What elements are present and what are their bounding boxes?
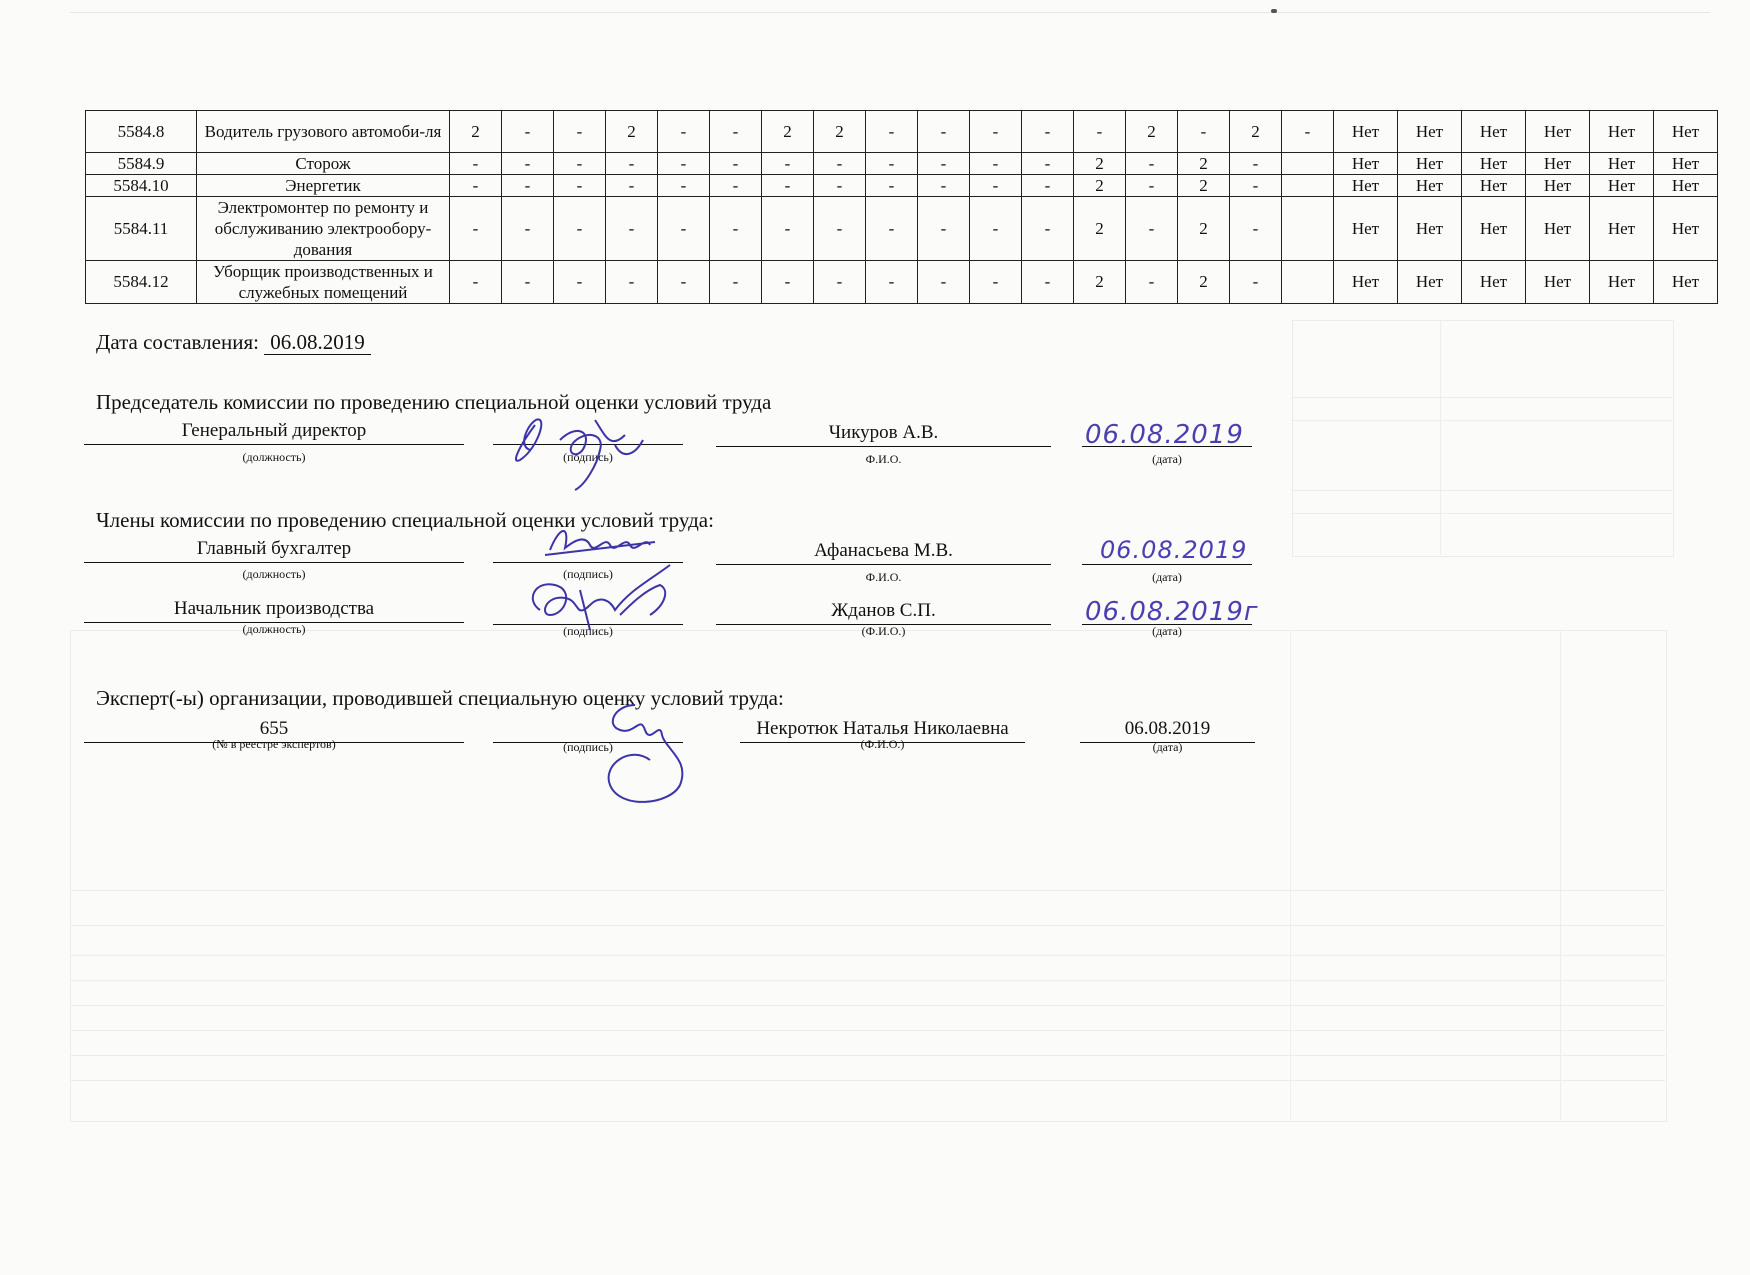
cell: - xyxy=(1230,261,1282,304)
cell: - xyxy=(710,175,762,197)
cell: 2 xyxy=(450,111,502,153)
cell: - xyxy=(658,111,710,153)
cell: Нет xyxy=(1462,111,1526,153)
expert-signature-scribble xyxy=(590,690,700,810)
cell: 2 xyxy=(1178,261,1230,304)
cell: Нет xyxy=(1334,261,1398,304)
cell: - xyxy=(1022,153,1074,175)
table-row xyxy=(86,111,1718,153)
compiled-date-line xyxy=(96,330,371,355)
expert-heading: Эксперт(-ы) организации, проводившей специальную оценку условий труда: xyxy=(96,686,784,710)
cell: Нет xyxy=(1398,175,1462,197)
cell: 2 xyxy=(1074,197,1126,261)
cell: 2 xyxy=(1074,153,1126,175)
caption-position: (должность) xyxy=(242,567,306,581)
table-row xyxy=(86,175,1718,197)
cell: - xyxy=(554,153,606,175)
cell: Нет xyxy=(1654,261,1718,304)
cell: Нет xyxy=(1334,111,1398,153)
expert-registry-number: 655 xyxy=(84,716,464,743)
members-heading: Члены комиссии по проведению специальной оценки условий труда: xyxy=(96,508,714,532)
cell: - xyxy=(866,261,918,304)
cell: - xyxy=(970,175,1022,197)
cell: - xyxy=(1282,111,1334,153)
row-name: Электромонтер по ремонту и обслуживанию электрообору-дования xyxy=(197,197,450,261)
cell: - xyxy=(1178,111,1230,153)
cell: Нет xyxy=(1398,261,1462,304)
member-2-name: Жданов С.П. xyxy=(716,598,1051,625)
cell: Нет xyxy=(1462,261,1526,304)
caption-fio: Ф.И.О. xyxy=(865,452,902,466)
cell: - xyxy=(970,153,1022,175)
cell: - xyxy=(450,261,502,304)
cell: - xyxy=(554,197,606,261)
caption-date: (дата) xyxy=(1152,452,1182,466)
cell: - xyxy=(554,175,606,197)
caption-signature: (подпись) xyxy=(563,450,613,464)
cell: Нет xyxy=(1590,261,1654,304)
chair-position: Генеральный директор xyxy=(84,418,464,445)
top-edge-rule xyxy=(70,12,1710,13)
caption-signature: (подпись) xyxy=(563,567,613,581)
member-1-position: Главный бухгалтер xyxy=(84,536,464,563)
cell: - xyxy=(1230,153,1282,175)
row-code: 5584.9 xyxy=(86,153,197,175)
caption-position: (должность) xyxy=(242,622,306,636)
member-2-signature-scribble xyxy=(520,560,700,640)
chair-heading: Председатель комиссии по проведению специальной оценки условий труда xyxy=(96,390,772,414)
cell: Нет xyxy=(1590,153,1654,175)
cell: - xyxy=(606,153,658,175)
cell: - xyxy=(970,111,1022,153)
caption-registry: (№ в реестре экспертов) xyxy=(212,737,336,751)
cell: - xyxy=(710,197,762,261)
member-2-position: Начальник производства xyxy=(84,596,464,623)
cell: - xyxy=(502,175,554,197)
member-1-signature-scribble xyxy=(540,520,660,565)
cell: - xyxy=(762,261,814,304)
cell: Нет xyxy=(1334,153,1398,175)
cell: - xyxy=(814,175,866,197)
cell: - xyxy=(502,111,554,153)
cell: - xyxy=(1230,197,1282,261)
cell: Нет xyxy=(1398,153,1462,175)
member-2-date-handwritten: 06.08.2019г xyxy=(1085,597,1259,627)
expert-date: 06.08.2019 xyxy=(1080,716,1255,743)
cell: - xyxy=(1126,197,1178,261)
cell: - xyxy=(710,111,762,153)
table-row xyxy=(86,197,1718,261)
cell: - xyxy=(866,175,918,197)
expert-name: Некротюк Наталья Николаевна xyxy=(740,716,1025,743)
cell: - xyxy=(1022,261,1074,304)
cell: 2 xyxy=(1178,153,1230,175)
cell: 2 xyxy=(1230,111,1282,153)
cell: - xyxy=(450,175,502,197)
cell: - xyxy=(606,261,658,304)
cell: - xyxy=(554,261,606,304)
cell: - xyxy=(450,197,502,261)
cell: - xyxy=(814,261,866,304)
row-code: 5584.8 xyxy=(86,111,197,153)
cell: - xyxy=(970,197,1022,261)
cell: Нет xyxy=(1590,175,1654,197)
cell: - xyxy=(606,197,658,261)
cell: - xyxy=(814,153,866,175)
chair-signature-scribble xyxy=(505,405,655,495)
cell: - xyxy=(866,153,918,175)
cell: Нет xyxy=(1398,111,1462,153)
cell: 2 xyxy=(1074,175,1126,197)
cell-empty xyxy=(1282,175,1334,197)
cell: Нет xyxy=(1462,175,1526,197)
cell: Нет xyxy=(1526,111,1590,153)
caption-date: (дата) xyxy=(1152,570,1182,584)
cell-empty xyxy=(1282,261,1334,304)
caption-signature: (подпись) xyxy=(563,624,613,638)
cell-empty xyxy=(1282,153,1334,175)
row-code: 5584.12 xyxy=(86,261,197,304)
cell: - xyxy=(1126,175,1178,197)
caption-fio: Ф.И.О. xyxy=(865,570,902,584)
cell: Нет xyxy=(1654,197,1718,261)
cell: 2 xyxy=(814,111,866,153)
cell: - xyxy=(1230,175,1282,197)
row-code: 5584.10 xyxy=(86,175,197,197)
cell: Нет xyxy=(1526,197,1590,261)
cell: - xyxy=(1022,197,1074,261)
row-name: Энергетик xyxy=(197,175,450,197)
cell: Нет xyxy=(1654,111,1718,153)
cell: Нет xyxy=(1590,111,1654,153)
member-1-name: Афанасьева М.В. xyxy=(716,538,1051,565)
cell: 2 xyxy=(1126,111,1178,153)
cell: - xyxy=(710,153,762,175)
cell: - xyxy=(866,197,918,261)
cell: - xyxy=(918,111,970,153)
cell: Нет xyxy=(1334,175,1398,197)
cell: - xyxy=(658,261,710,304)
cell: 2 xyxy=(1178,175,1230,197)
cell: - xyxy=(502,197,554,261)
cell: - xyxy=(606,175,658,197)
cell: - xyxy=(918,197,970,261)
compiled-date: 06.08.2019 xyxy=(264,330,371,355)
cell: - xyxy=(918,153,970,175)
cell: - xyxy=(814,197,866,261)
cell: Нет xyxy=(1526,261,1590,304)
compiled-label: Дата составления: xyxy=(96,330,259,354)
chair-date-handwritten: 06.08.2019 xyxy=(1085,420,1244,450)
caption-date: (дата) xyxy=(1152,624,1182,638)
cell: Нет xyxy=(1590,197,1654,261)
cell: - xyxy=(762,197,814,261)
workplaces-table xyxy=(85,110,1718,304)
cell: - xyxy=(450,153,502,175)
row-code: 5584.11 xyxy=(86,197,197,261)
table-row xyxy=(86,261,1718,304)
cell: - xyxy=(1074,111,1126,153)
cell: Нет xyxy=(1526,175,1590,197)
chair-name: Чикуров А.В. xyxy=(716,420,1051,447)
cell: - xyxy=(918,261,970,304)
cell-empty xyxy=(1282,197,1334,261)
cell: Нет xyxy=(1654,175,1718,197)
cell: - xyxy=(1126,261,1178,304)
row-name: Сторож xyxy=(197,153,450,175)
cell: Нет xyxy=(1334,197,1398,261)
cell: - xyxy=(970,261,1022,304)
cell: - xyxy=(762,175,814,197)
cell: - xyxy=(1022,111,1074,153)
cell: - xyxy=(658,153,710,175)
member-1-date-handwritten: 06.08.2019 xyxy=(1100,536,1248,564)
caption-position: (должность) xyxy=(242,450,306,464)
cell: - xyxy=(762,153,814,175)
cell: Нет xyxy=(1398,197,1462,261)
cell: - xyxy=(918,175,970,197)
cell: 2 xyxy=(606,111,658,153)
cell: Нет xyxy=(1462,197,1526,261)
cell: Нет xyxy=(1654,153,1718,175)
cell: 2 xyxy=(1178,197,1230,261)
cell: - xyxy=(1126,153,1178,175)
cell: - xyxy=(658,175,710,197)
cell: - xyxy=(502,153,554,175)
stray-mark xyxy=(1271,9,1277,13)
cell: - xyxy=(502,261,554,304)
cell: 2 xyxy=(762,111,814,153)
cell: - xyxy=(710,261,762,304)
caption-date: (дата) xyxy=(1152,740,1183,754)
row-name: Водитель грузового автомоби-ля xyxy=(197,111,450,153)
cell: 2 xyxy=(1074,261,1126,304)
cell: - xyxy=(554,111,606,153)
cell: - xyxy=(1022,175,1074,197)
caption-fio: (Ф.И.О.) xyxy=(860,737,905,751)
cell: - xyxy=(866,111,918,153)
row-name: Уборщик производственных и служебных помещений xyxy=(197,261,450,304)
table-row xyxy=(86,153,1718,175)
cell: Нет xyxy=(1462,153,1526,175)
bleed-through-table-top xyxy=(1292,320,1674,557)
cell: - xyxy=(658,197,710,261)
cell: Нет xyxy=(1526,153,1590,175)
caption-signature: (подпись) xyxy=(563,740,613,754)
caption-fio: (Ф.И.О.) xyxy=(861,624,906,638)
